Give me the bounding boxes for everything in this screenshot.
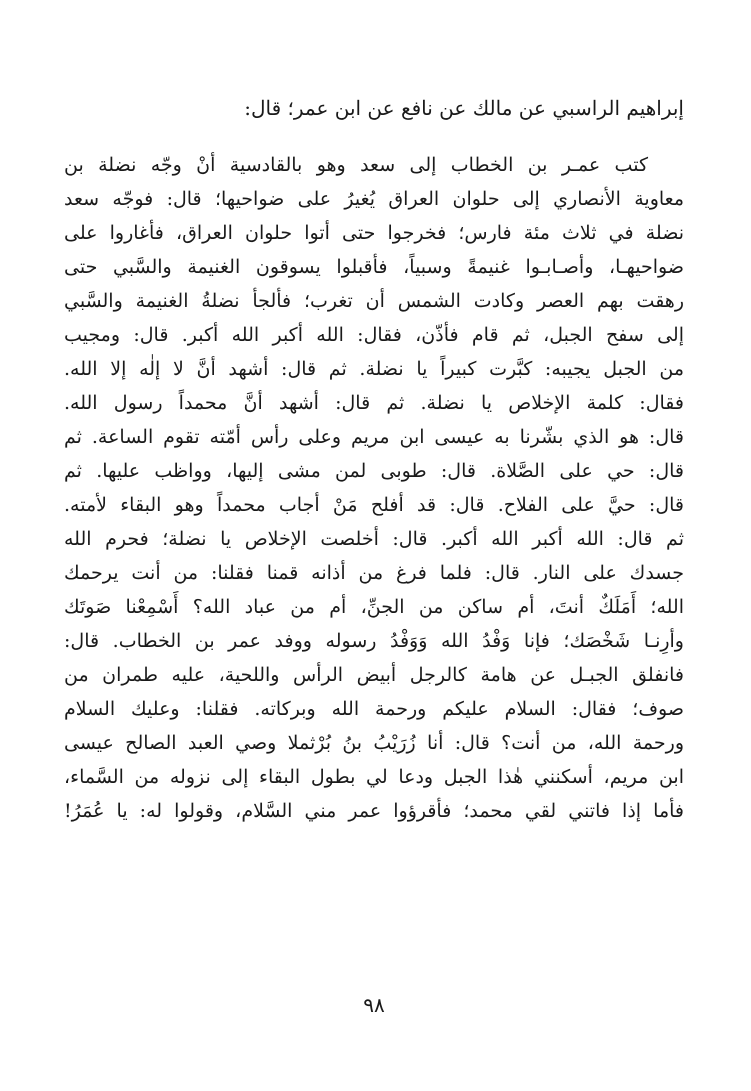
text-line: إلى سفح الجبل، ثم قام فأذّن، فقال: الله أكبر الله أكبر. قال: ومجيب [64, 324, 684, 346]
text-line: فقال: كلمة الإخلاص يا نضلة. ثم قال: أشهد أنَّ محمداً رسول الله. [64, 392, 684, 414]
text-line: صوف؛ فقال: السلام عليكم ورحمة الله وبركاته. فقلنا: وعليك السلام [64, 698, 684, 720]
text-line: جسدك على النار. قال: فلما فرغ من أذانه قمنا فقلنا: من أنت يرحمك [64, 562, 684, 584]
intro-line: إبراهيم الراسبي عن مالك عن نافع عن ابن عمر؛ قال: [244, 96, 684, 120]
text-line: قال: هو الذي بشّرنا به عيسى ابن مريم وعلى رأس أمّته تقوم الساعة. ثم [64, 426, 684, 448]
text-line: قال: حي على الصَّلاة. قال: طوبى لمن مشى إليها، وواظب عليها. ثم [64, 460, 684, 482]
text-line: ابن مريم، أسكنني هٰذا الجبل ودعا لي بطول البقاء إلى نزوله من السَّماء، [64, 766, 684, 788]
text-line: فانفلق الجبـل عن هامة كالرجل أبيض الرأس واللحية، عليه طمران من [64, 664, 684, 686]
text-line: ثم قال: الله أكبر الله أكبر. قال: أخلصت الإخلاص يا نضلة؛ فحرم الله [64, 528, 684, 550]
text-line: من الجبل يجيبه: كبَّرت كبيراً يا نضلة. ثم قال: أشهد أنَّ لا إلٰه إلا الله. [64, 358, 684, 380]
page-number: ٩٨ [363, 993, 385, 1017]
text-line: الله؛ أَمَلَكٌ أنتَ، أم ساكن من الجنِّ، أم من عباد الله؟ أَسْمِعْنا صَوتَك [64, 596, 684, 618]
text-line: نضلة في ثلاث مئة فارس؛ فخرجوا حتى أتوا حلوان العراق، فأغاروا على [64, 222, 684, 244]
text-line: معاوية الأنصاري إلى حلوان العراق يُغيرُ على ضواحيها؛ قال: فوجّه سعد [64, 188, 684, 210]
text-line: رهقت بهم العصر وكادت الشمس أن تغرب؛ فألجأ نضلةُ الغنيمة والسَّبي [64, 290, 684, 312]
document-page [64, 88, 684, 1091]
text-line: فأما إذا فاتني لقي محمد؛ فأقرؤوا عمر مني السَّلام، وقولوا له: يا عُمَرُ! [64, 800, 684, 822]
text-line: ورحمة الله، من أنت؟ قال: أنا زُرَيْبُ بنُ بُرْثملا وصي العبد الصالح عيسى [64, 732, 684, 754]
body-paragraph [64, 148, 684, 828]
text-line: وأرِنـا شَخْصَك؛ فإنا وَفْدُ الله وَوَفْدُ رسوله ووفد عمر بن الخطاب. قال: [64, 630, 684, 652]
text-line: ضواحيهـا، وأصـابـوا غنيمةً وسبياً، فأقبلوا يسوقون الغنيمة والسَّبي حتى [64, 256, 684, 278]
text-line: قال: حيَّ على الفلاح. قال: قد أفلح مَنْ أجاب محمداً وهو البقاء لأمته. [64, 494, 684, 516]
text-line: كتب عمـر بن الخطاب إلى سعد وهو بالقادسية أنْ وجّه نضلة بن [64, 154, 648, 176]
